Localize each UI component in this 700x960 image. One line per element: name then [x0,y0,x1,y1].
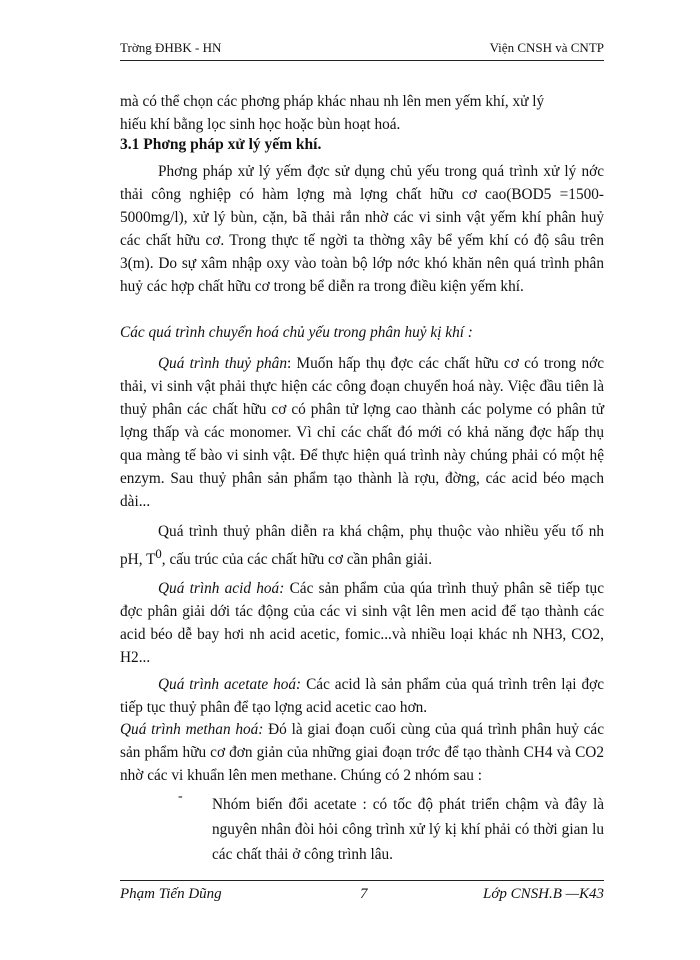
paragraph-methane [120,718,604,787]
page-header [120,40,604,61]
acidification-label: Quá trình acid hoá: [158,580,285,597]
intro-line-2: hiếu khí bằng lọc sinh học hoặc bùn hoạt hoá. [120,116,401,133]
temperature-superscript: 0 [155,547,162,561]
footer-rule [120,880,604,881]
hydrolysis-rate-text: Quá trình thuỷ phân diễn ra khá chậm, phụ thuộc vào nhiều yếu tố nh pH, T [120,523,604,569]
paragraph-acetate [120,673,604,719]
footer-page-number: 7 [360,886,368,902]
methane-text: Đó là giai đoạn cuối cùng của quá trình phân huỷ các sản phẩm hữu cơ đơn giản của những giai đoạn trớc để tạo thành CH4 và CO2 nhờ các vi khuẩn lên men methane. Chúng có 2 nhóm sau : [120,721,605,784]
methane-label: Quá trình methan hoá: [120,721,264,738]
acetate-text: Các acid là sản phẩm của quá trình trên lại đợc tiếp tục thuỷ phân để tạo lợng acid acetic cao hơn. [120,676,604,716]
hydrolysis-text: : Muốn hấp thụ đợc các chất hữu cơ có trong nớc thải, vi sinh vật phải thực hiện các công đoạn chuyển hoá này. Việc đầu tiên là thuỷ phân các chất hữu cơ có phân tử lợng cao thành các polyme có phân tử lợng thấp và các monomer. Vì chỉ các chất đó mới có khả năng đợc hấp thụ qua màng tế bào vi sinh vật. Để thực hiện quá trình này chúng phải có một hệ enzym. Sau thuỷ phân sản phẩm tạo thành là rợu, đờng, các acid béo mạch dài... [120,355,605,510]
paragraph-hydrolysis-rate [120,520,604,571]
intro-line-1: mà có thể chọn các phơng pháp khác nhau nh lên men yếm khí, xử lý [120,93,545,110]
header-institute: Viện CNSH và CNTP [489,40,604,55]
hydrolysis-label: Quá trình thuỷ phân [158,355,287,372]
paragraph-anaerobic-method: Phơng pháp xử lý yếm đợc sử dụng chủ yếu trong quá trình xử lý nớc thải công nghiệp có hàm lợng mà lợng chất hữu cơ cao(BOD5 =1500-5000mg/l), xử lý bùn, cặn, bã thải rắn nhờ các vi sinh vật yếm khí phân huỷ các chất hữu cơ. Trong thực tế ngời ta thờng xây bể yếm khí có độ sâu trên 3(m). Do sự xâm nhập oxy vào toàn bộ lớp nớc khó khăn nên quá trình phân huỷ các hợp chất hữu cơ trong bể diễn ra trong điều kiện yếm khí. [120,163,604,295]
paragraph-acidification [120,577,604,669]
processes-heading: Các quá trình chuyển hoá chủ yếu trong phân huỷ kị khí : [120,324,473,341]
section-title: 3.1 Phơng pháp xử lý yếm khí. [120,136,322,153]
footer-author: Phạm Tiến Dũng [120,886,222,902]
paragraph-hydrolysis [120,352,604,513]
intro-paragraph [120,90,604,136]
header-school: Trờng ĐHBK - HN [120,40,222,55]
footer-class: Lớp CNSH.B —K43 [483,886,604,902]
acetate-label: Quá trình acetate hoá: [158,676,302,693]
hydrolysis-rate-tail: , cấu trúc của các chất hữu cơ cần phân giải. [161,551,433,569]
bullet-mark: - [178,789,183,804]
bullet-acetate-group: Nhóm biến đổi acetate : có tốc độ phát triển chậm và đây là nguyên nhân đòi hỏi công trình xử lý kị khí phải có thời gian lu các chất thải ở công trình lâu. [212,796,604,863]
acidification-text: Các sản phẩm của qúa trình thuỷ phân sẽ tiếp tục đợc phân giải dới tác động của các vi sinh vật lên men acid để tạo thành các acid béo dễ bay hơi nh acid acetic, fomic...và nhiều loại khác nh NH3, CO2, H2... [120,580,604,666]
